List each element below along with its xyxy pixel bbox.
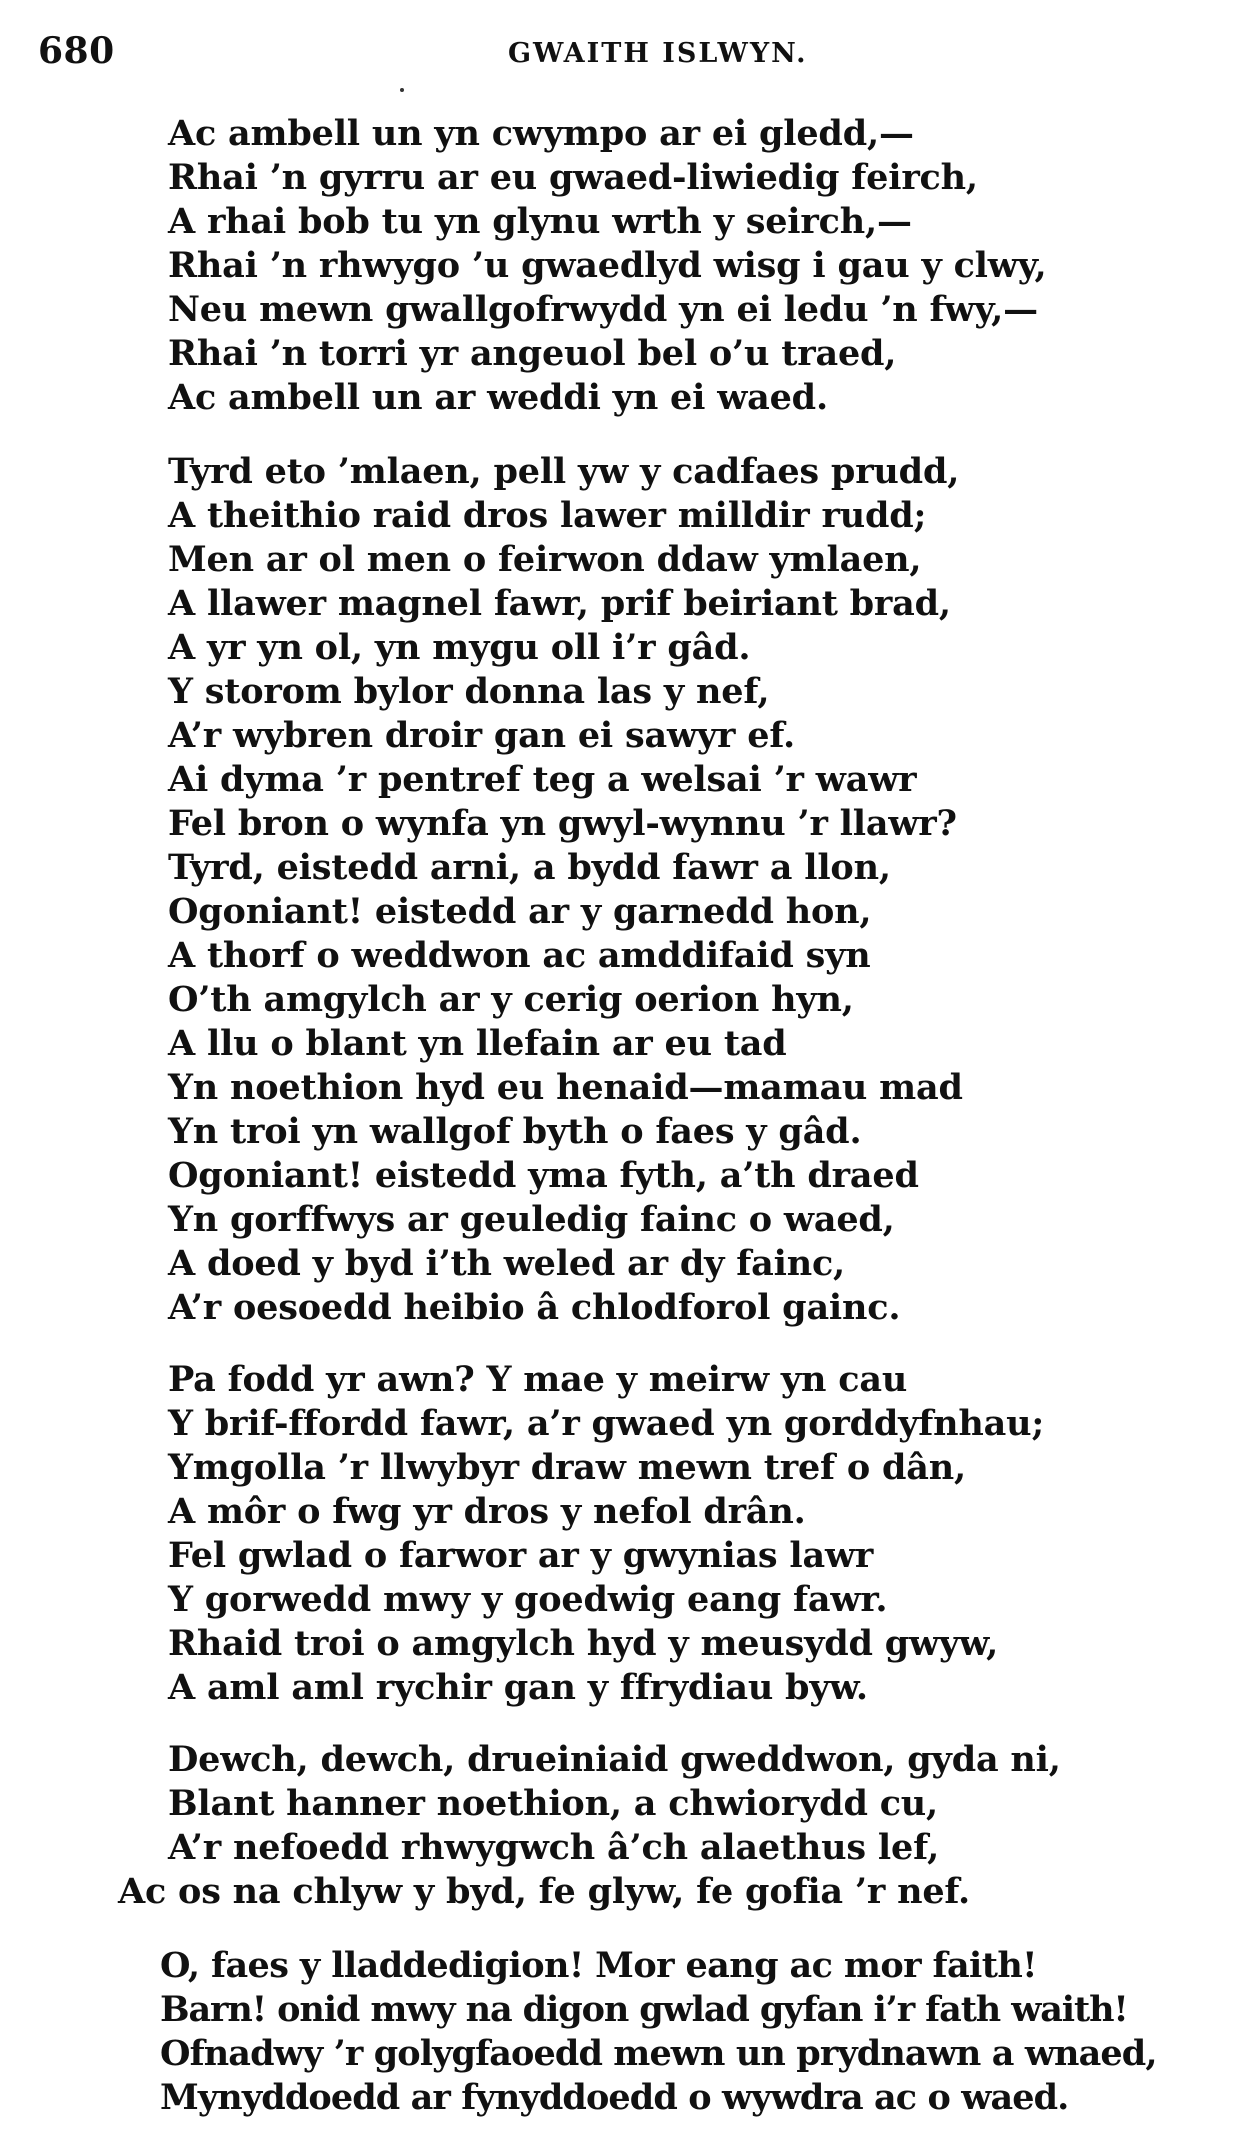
verse-line: A aml aml rychir gan y ffrydiau byw.: [168, 1667, 868, 1708]
verse-line: Ac ambell un ar weddi yn ei waed.: [168, 377, 828, 418]
verse-line: A’r wybren droir gan ei sawyr ef.: [168, 715, 795, 756]
verse-line: Yn troi yn wallgof byth o faes y gâd.: [168, 1111, 862, 1152]
verse-line: A’r nefoedd rhwygwch â’ch alaethus lef,: [168, 1827, 940, 1868]
verse-line: A rhai bob tu yn glynu wrth y seirch,—: [168, 201, 912, 242]
verse-line: A doed y byd i’th weled ar dy fainc,: [168, 1243, 846, 1284]
verse-line: Tyrd eto ’mlaen, pell yw y cadfaes prudd,: [168, 451, 960, 492]
verse-line: A yr yn ol, yn mygu oll i’r gâd.: [168, 627, 751, 668]
verse-line: A thorf o weddwon ac amddifaid syn: [168, 935, 871, 976]
verse-line: A llawer magnel fawr, prif beiriant brad,: [168, 583, 951, 624]
verse-line: A theithio raid dros lawer milldir rudd;: [168, 495, 927, 536]
verse-line: Ofnadwy ’r golygfaoedd mewn un prydnawn a wnaed,: [160, 2033, 1157, 2074]
verse-line: Rhai ’n gyrru ar eu gwaed-liwiedig feirch,: [168, 157, 978, 198]
verse-line: Yn noethion hyd eu henaid—mamau mad: [168, 1067, 963, 1108]
verse-line: Ogoniant! eistedd ar y garnedd hon,: [168, 891, 872, 932]
verse-line: Ac ambell un yn cwympo ar ei gledd,—: [168, 113, 914, 154]
verse-line: Rhai ’n rhwygo ’u gwaedlyd wisg i gau y clwy,: [168, 245, 1047, 286]
verse-line: Ogoniant! eistedd yma fyth, a’th draed: [168, 1155, 919, 1196]
verse-line: Yn gorffwys ar geuledig fainc o waed,: [168, 1199, 895, 1240]
verse-line: Tyrd, eistedd arni, a bydd fawr a llon,: [168, 847, 891, 888]
verse-line: Ymgolla ’r llwybyr draw mewn tref o dân,: [168, 1447, 966, 1488]
verse-line: A môr o fwg yr dros y nefol drân.: [168, 1491, 806, 1532]
verse-line: A’r oesoedd heibio â chlodforol gainc.: [168, 1287, 901, 1328]
page-number: 680: [38, 30, 115, 72]
verse-line: O, faes y lladdedigion! Mor eang ac mor faith!: [160, 1945, 1037, 1986]
verse-line: Neu mewn gwallgofrwydd yn ei ledu ’n fwy,—: [168, 289, 1038, 330]
verse-line: Barn! onid mwy na digon gwlad gyfan i’r fath waith!: [160, 1989, 1128, 2030]
verse-line: Fel gwlad o farwor ar y gwynias lawr: [168, 1535, 874, 1576]
running-title: GWAITH ISLWYN.: [508, 38, 808, 69]
verse-line: O’th amgylch ar y cerig oerion hyn,: [168, 979, 854, 1020]
verse-line: Ai dyma ’r pentref teg a welsai ’r wawr: [168, 759, 917, 800]
verse-line: Ac os na chlyw y byd, fe glyw, fe gofia ’r nef.: [118, 1871, 970, 1912]
verse-line: Blant hanner noethion, a chwiorydd cu,: [168, 1783, 939, 1824]
verse-line: Rhai ’n torri yr angeuol bel o’u traed,: [168, 333, 897, 374]
verse-line: A llu o blant yn llefain ar eu tad: [168, 1023, 787, 1064]
page-header: [38, 30, 1208, 80]
verse-line: Mynyddoedd ar fynyddoedd o wywdra ac o waed.: [160, 2077, 1069, 2118]
verse-line: Y brif-ffordd fawr, a’r gwaed yn gorddyfnhau;: [168, 1403, 1045, 1444]
verse-line: Fel bron o wynfa yn gwyl-wynnu ’r llawr?: [168, 803, 957, 844]
verse-line: Y storom bylor donna las y nef,: [168, 671, 770, 712]
verse-line: Men ar ol men o feirwon ddaw ymlaen,: [168, 539, 922, 580]
print-speck: [400, 88, 404, 92]
verse-line: Pa fodd yr awn? Y mae y meirw yn cau: [168, 1359, 908, 1400]
verse-line: Y gorwedd mwy y goedwig eang fawr.: [168, 1579, 888, 1620]
verse-line: Dewch, dewch, drueiniaid gweddwon, gyda ni,: [168, 1739, 1061, 1780]
verse-line: Rhaid troi o amgylch hyd y meusydd gwyw,: [168, 1623, 999, 1664]
